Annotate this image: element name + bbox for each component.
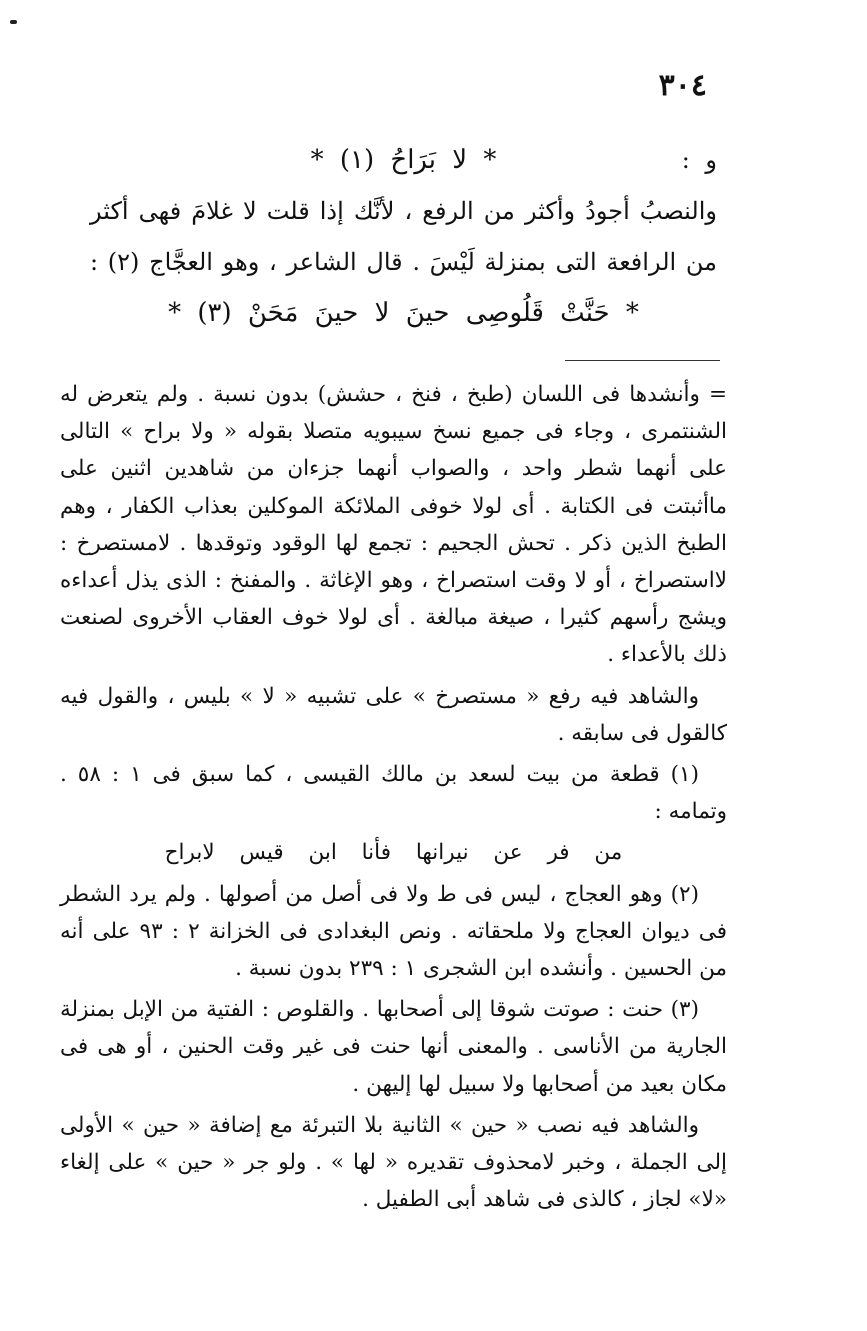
- footnote-3: (٣) حنت : صوتت شوقا إلى أصحابها . والقلوص : الفتية من الإبل بمنزلة الجارية من الأناسى . والمعنى أنها حنت فى غير وقت الحنين ، أو هى فى مكان بعيد من أصحابها ولا سبيل لها إليهن .: [60, 997, 727, 1097]
- verse-prefix: و :: [681, 146, 717, 174]
- verse-line-1: [90, 135, 717, 186]
- main-line-1: والنصبُ أجودُ وأكثر من الرفع ، لأنَّك إذا قلت لا غلامَ فهى أكثر: [90, 197, 717, 225]
- scan-mark: [10, 20, 17, 24]
- footnote-evidence-1: والشاهد فيه رفع « مستصرخ » على تشبيه « لا » بليس ، والقول فيه كالقول فى سابقه .: [60, 683, 727, 746]
- footnote-evidence-3: والشاهد فيه نصب « حين » الثانية بلا التبرئة مع إضافة « حين » الأولى إلى الجملة ، وخبر لامحذوف تقديره « لها » . ولو جر « حين » على إلغاء «لا» لجاز ، كالذى فى شاهد أبى الطفيل .: [60, 1112, 727, 1213]
- footnote-1-verse: من فر عن نيرانها فأنا ابن قيس لابراح: [164, 840, 623, 866]
- main-line-2: من الرافعة التى بمنزلة لَيْسَ . قال الشاعر ، وهو العجَّاج (٢) :: [90, 248, 717, 276]
- page-number: ٣٠٤: [658, 68, 707, 103]
- verse-text: * لا بَرَاحُ (١) *: [310, 145, 497, 175]
- footnotes: [60, 376, 727, 1222]
- footnote-separator: [565, 360, 720, 361]
- footnote-2: (٢) وهو العجاج ، ليس فى ط ولا فى أصل من أصولها . ولم يرد الشطر فى ديوان العجاج ولا ملحقاته . ونص البغدادى فى الخزانة ٢ : ٩٣ على أنه من الحسين . وأنشده ابن الشجرى ١ : ٢٣٩ بدون نسبة .: [60, 881, 727, 982]
- main-text: [90, 135, 717, 339]
- footnote-1: (١) قطعة من بيت لسعد بن مالك القيسى ، كما سبق فى ١ : ٥٨ . وتمامه :: [60, 762, 727, 825]
- footnote-continuation: = وأنشدها فى اللسان (طبخ ، فنخ ، حشش) بدون نسبة . ولم يتعرض له الشنتمرى ، وجاء فى جميع نسخ سيبويه متصلا بقوله « ولا براح » التالى على أنهما شطر واحد ، والصواب أنهما جزءان من شاهدين اثنين على ماأثبتت فى الكتابة . أى لولا خوفى الملائكة الموكلين بعذاب الكفار ، وهم الطبخ الذين ذكر . تحش الجحيم : تجمع لها الوقود وتوقدها . لامستصرخ : لااستصراخ ، أو لا وقت استصراخ ، وهو الإغاثة . والمفنخ : الذى يذل أعداءه ويشج رأسهم كثيرا ، صيغة مبالغة . أى لولا خوف العقاب الأخروى لصنعت ذلك بالأعداء .: [60, 382, 727, 668]
- verse-line-2: * حَنَّتْ قَلُوصِى حينَ لا حينَ مَحَنْ (٣) *: [168, 298, 639, 328]
